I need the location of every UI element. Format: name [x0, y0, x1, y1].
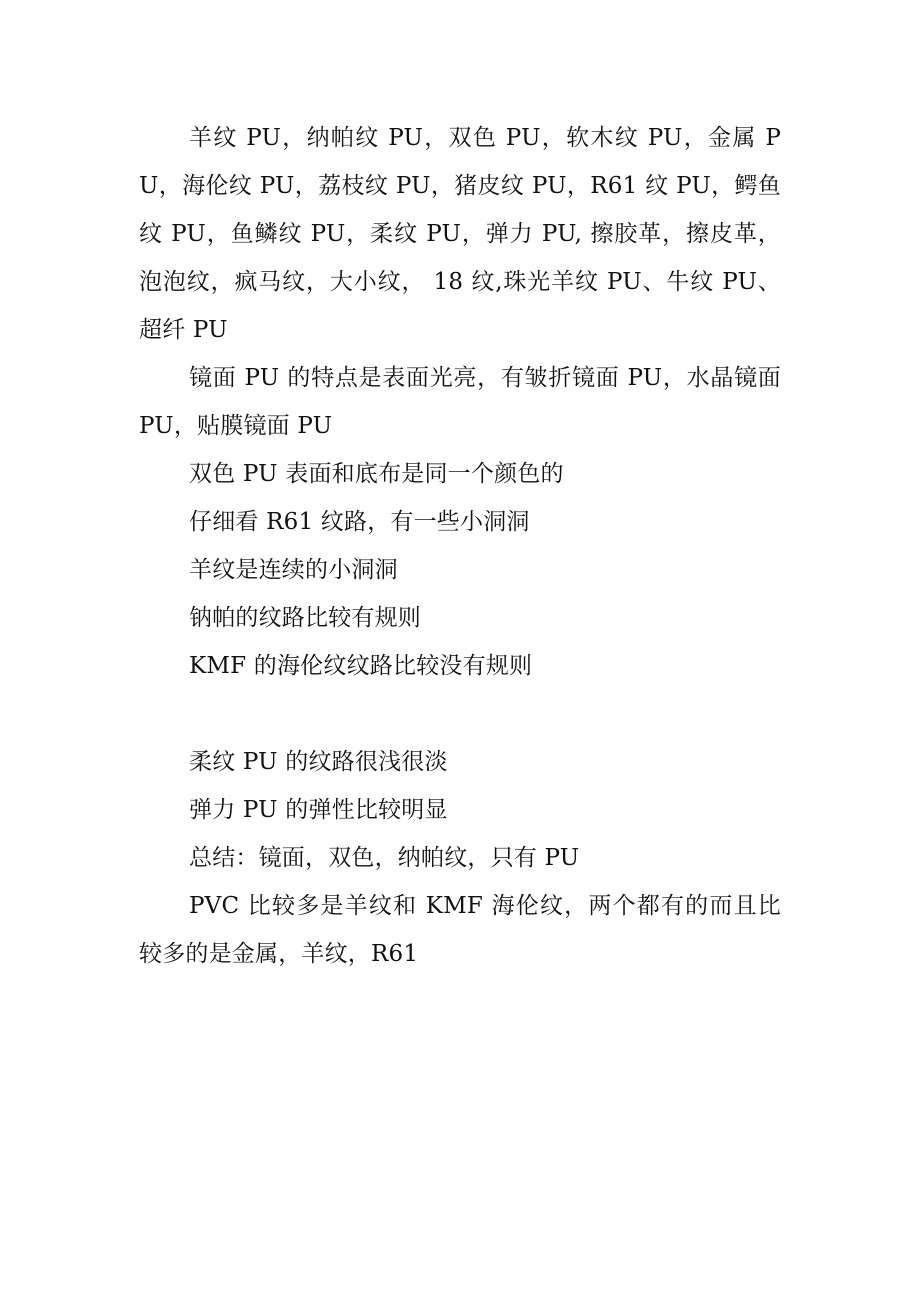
paragraph-kmf-helen-texture: KMF 的海伦纹纹路比较没有规则	[189, 653, 533, 679]
paragraph-summary: 总结：镜面，双色，纳帕纹，只有 PU	[189, 845, 580, 871]
document-body	[139, 114, 781, 978]
paragraph-pu-types: 羊纹 PU，纳帕纹 PU，双色 PU，软木纹 PU，金属 PU，海伦纹 PU，荔枝纹 PU，猪皮纹 PU，R61 纹 PU，鳄鱼纹 PU，鱼鳞纹 PU，柔纹 PU，弹力 PU, 擦胶革，擦皮革，泡泡纹，疯马纹，大小纹， 18 纹,珠光羊纹 PU、牛纹 PU、超纤 PU	[139, 125, 781, 343]
paragraph-two-tone-pu: 双色 PU 表面和底布是同一个颜色的	[189, 461, 564, 487]
paragraph-sheep-texture: 羊纹是连续的小洞洞	[189, 557, 398, 583]
paragraph-r61-texture: 仔细看 R61 纹路，有一些小洞洞	[189, 509, 530, 535]
paragraph-soft-texture: 柔纹 PU 的纹路很浅很淡	[189, 749, 448, 775]
paragraph-elastic-pu: 弹力 PU 的弹性比较明显	[189, 797, 448, 823]
paragraph-napa-texture: 钠帕的纹路比较有规则	[189, 605, 421, 631]
paragraph-pvc: PVC 比较多是羊纹和 KMF 海伦纹，两个都有的而且比较多的是金属，羊纹，R61	[139, 893, 781, 967]
blank-line	[139, 690, 781, 738]
paragraph-mirror-pu: 镜面 PU 的特点是表面光亮，有皱折镜面 PU，水晶镜面 PU，贴膜镜面 PU	[139, 365, 781, 439]
